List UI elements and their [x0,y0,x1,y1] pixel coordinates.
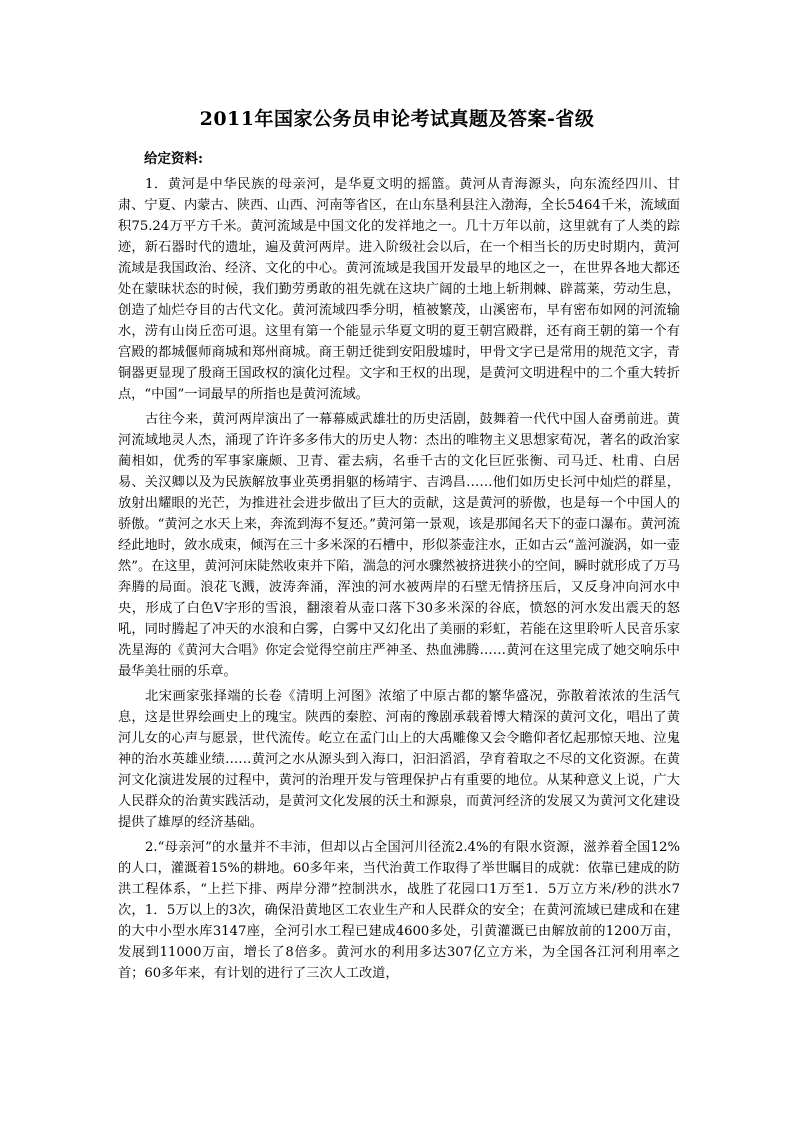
paragraph: 古往今来，黄河两岸演出了一幕幕威武雄壮的历史活剧，鼓舞着一代代中国人奋勇前进。黄河流域地灵人杰，涌现了许许多多伟大的历史人物：杰出的唯物主义思想家荀况，著名的政治家蔺相如，优秀的军事家廉颇、卫青、霍去病，名垂千古的文化巨匠张衡、司马迁、杜甫、白居易、关汉卿以及为民族解放事业英勇捐躯的杨靖宇、吉鸿昌……他们如历史长河中灿烂的群星，放射出耀眼的光芒，为推进社会进步做出了巨大的贡献，这是黄河的骄傲，也是每一个中国人的骄傲。“黄河之水天上来，奔流到海不复还。”黄河第一景观，该是那闻名天下的壶口瀑布。黄河流经此地时，敛水成束，倾泻在三十多米深的石槽中，形似茶壶注水，正如古云“盖河漩涡，如一壶然”。在这里，黄河河床陡然收束并下陷，湍急的河水骤然被挤进狭小的空间，瞬时就形成了万马奔腾的局面。浪花飞溅，波涛奔涌，浑浊的河水被两岸的石壁无情挤压后，又反身冲向河水中央，形成了白色V字形的雪浪，翻滚着从壶口落下30多米深的谷底，愤怒的河水发出震天的怒吼，同时腾起了冲天的水浪和白雾，白雾中又幻化出了美丽的彩虹，若能在这里聆听人民音乐家冼星海的《黄河大合唱》你定会觉得空前庄严神圣、热血沸腾……黄河在这里完成了她交响乐中最华美壮丽的乐章。 [118,412,680,679]
page-title: 2011年国家公务员申论考试真题及答案-省级 [199,108,595,130]
paragraph: 2.“母亲河”的水量并不丰沛，但却以占全国河川径流2.4%的有限水资源，滋养着全国12%的人口，灌溉着15%的耕地。60多年来，当代治黄工作取得了举世瞩目的成就：依靠已建成的防洪工程体系，“上拦下排、两岸分滞”控制洪水，战胜了花园口1万至1．5万立方米/秒的洪水7次，1．5万以上的3次，确保沿黄地区工农业生产和人民群众的安全；在黄河流域已建成和在建的大中小型水库3147座，全河引水工程已建成4600多处，引黄灌溉已由解放前的1200万亩，发展到11000万亩，增长了8倍多。黄河水的利用多达307亿立方米，为全国各江河利用率之首；60多年来，有计划的进行了三次人工改道， [118,840,680,981]
section-label: 给定资料: [144,151,203,167]
paragraph: 1．黄河是中华民族的母亲河，是华夏文明的摇篮。黄河从青海源头，向东流经四川、甘肃、宁夏、内蒙古、陕西、山西、河南等省区，在山东垦利县注入渤海，全长5464千米，流域面积75.24万平方千米。黄河流域是中国文化的发祥地之一。几十万年以前，这里就有了人类的踪迹，新石器时代的遗址，遍及黄河两岸。进入阶级社会以后，在一个相当长的历史时期内，黄河流域是我国政治、经济、文化的中心。黄河流域是我国开发最早的地区之一，在世界各地大都还处在蒙昧状态的时候，我们勤劳勇敢的祖先就在这块广阔的土地上斩荆棘、辟蒿莱，劳动生息，创造了灿烂夺目的古代文化。黄河流域四季分明，植被繁茂，山溪密布，早有密布如网的河流输水，涝有山岗丘峦可退。这里有第一个能显示华夏文明的夏王朝宫殿群，还有商王朝的第一个有宫殿的都城偃师商城和郑州商城。商王朝迁徙到安阳殷墟时，甲骨文字已是常用的规范文字，青铜器更显现了殷商王国政权的演化过程。文字和王权的出现，是黄河文明进程中的二个重大转折点，“中国”一词最早的所指也是黄河流域。 [118,177,680,402]
document-body [118,174,680,988]
paragraph: 北宋画家张择端的长卷《清明上河图》浓缩了中原古都的繁华盛况，弥散着浓浓的生活气息，这是世界绘画史上的瑰宝。陕西的秦腔、河南的豫剧承载着博大精深的黄河文化，唱出了黄河儿女的心声与愿景，世代流传。屹立在孟门山上的大禹雕像又会令瞻仰者忆起那惊天地、泣鬼神的治水英雄业绩……黄河之水从源头到入海口，汩汩滔滔，孕育着取之不尽的文化资源。在黄河文化演进发展的过程中，黄河的治理开发与管理保护占有重要的地位。从某种意义上说，广大人民群众的治黄实践活动，是黄河文化发展的沃土和源泉，而黄河经济的发展又为黄河文化建设提供了雄厚的经济基础。 [118,689,680,830]
